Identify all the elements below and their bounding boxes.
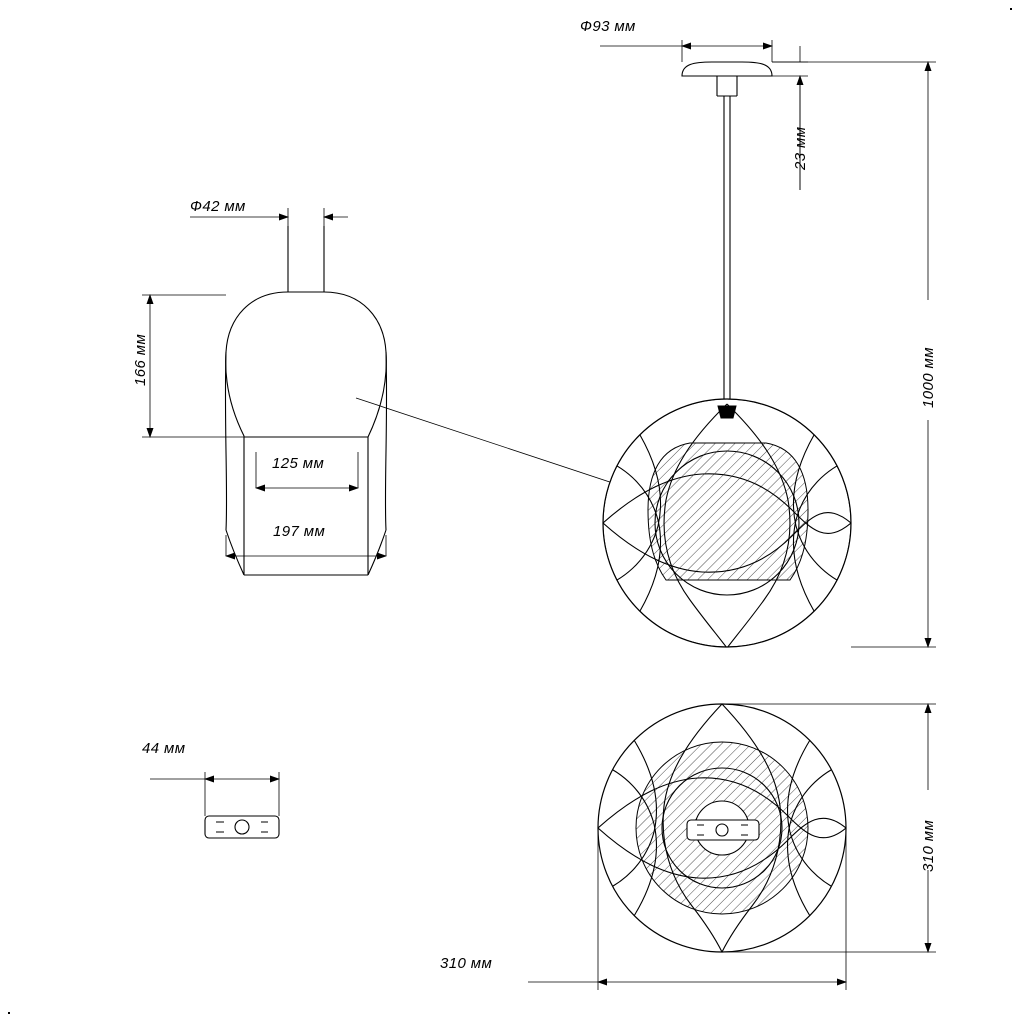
dim-label-fixture-height-bottom-view: 310 мм: [920, 819, 937, 872]
dim-socket-width: [150, 772, 279, 816]
dim-label-shade-bottom-inner: 125 мм: [272, 455, 325, 472]
socket-detail-view: [205, 816, 279, 838]
dim-label-canopy-diameter: Ф93 мм: [580, 18, 636, 35]
dim-label-shade-max-diameter: 197 мм: [273, 523, 326, 540]
dim-label-shade-top-diameter: Ф42 мм: [190, 198, 246, 215]
main-elevation-view: [600, 62, 854, 648]
dim-label-fixture-width-bottom-view: 310 мм: [440, 955, 493, 972]
bottom-plan-view: [596, 704, 848, 952]
dim-canopy-diameter: [600, 40, 772, 62]
dim-label-shade-height: 166 мм: [132, 333, 149, 386]
dim-label-canopy-height: 23 мм: [792, 126, 809, 170]
leader-line: [356, 398, 640, 492]
corner-mark-top-right: [1010, 8, 1012, 10]
corner-mark-bottom-left: [8, 1012, 10, 1014]
dim-label-socket-width: 44 мм: [142, 740, 186, 757]
dim-label-total-height: 1000 мм: [920, 347, 937, 408]
